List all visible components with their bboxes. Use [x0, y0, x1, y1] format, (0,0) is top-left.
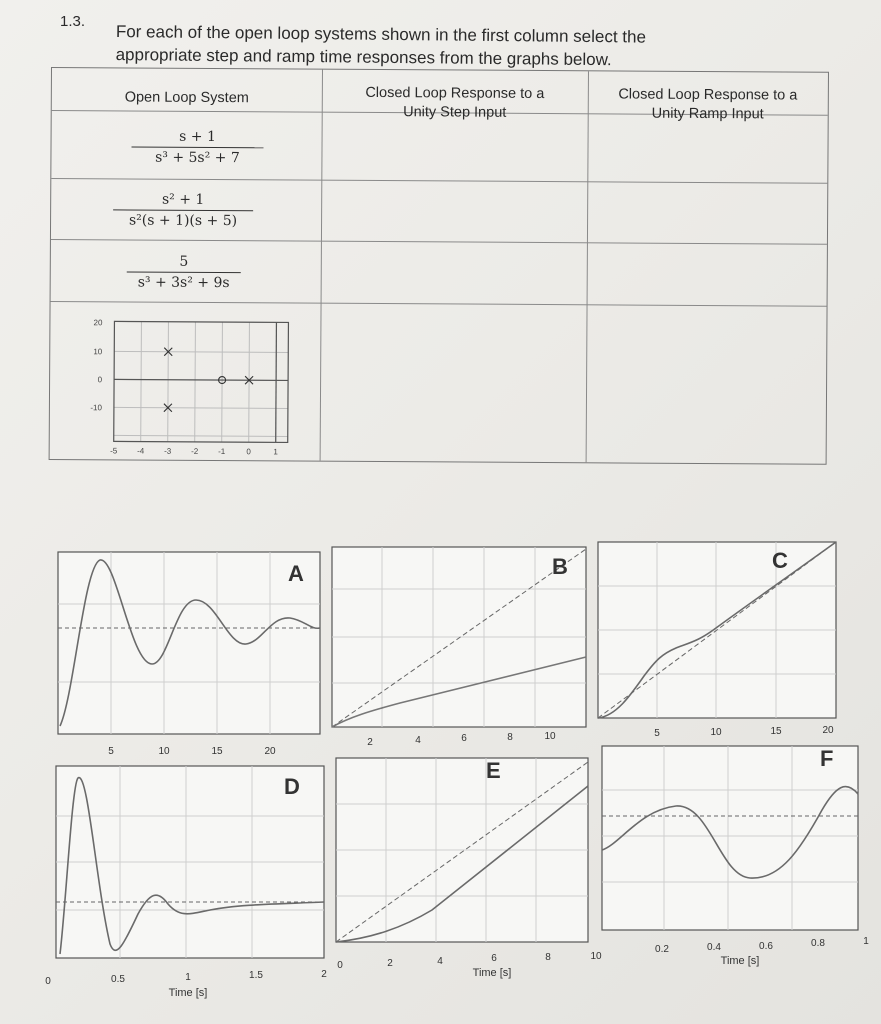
- question-line-2: appropriate step and ramp time responses from the graphs below.: [115, 44, 612, 70]
- graph-F: [600, 740, 874, 970]
- graph-label: B: [552, 554, 568, 579]
- pz-y-tick: -10: [90, 403, 102, 413]
- x-tick: 8: [545, 952, 551, 963]
- x-tick: 1.5: [249, 970, 263, 981]
- header-ramp-response: Closed Loop Response to a Unity Ramp Input: [618, 86, 798, 123]
- x-tick: 0.6: [759, 941, 773, 952]
- pz-x-tick: -2: [191, 446, 199, 456]
- x-tick: 20: [264, 746, 276, 757]
- x-tick: 0: [337, 960, 343, 971]
- graph-label: A: [288, 561, 304, 586]
- pz-x-tick: 0: [246, 447, 251, 457]
- x-tick: 5: [108, 746, 114, 757]
- graph-label: E: [486, 758, 501, 783]
- x-axis-label: Time [s]: [168, 987, 208, 999]
- x-tick: 6: [491, 953, 497, 964]
- x-tick: 4: [415, 735, 421, 746]
- x-tick: 0.8: [811, 938, 825, 949]
- x-tick: 6: [461, 733, 467, 744]
- header-open-loop-system: Open Loop System: [124, 89, 249, 107]
- x-tick: 15: [770, 726, 782, 737]
- graph-label: C: [772, 548, 788, 573]
- pz-y-tick: 0: [97, 375, 103, 385]
- graph-D: [40, 764, 330, 1004]
- pz-y-tick: 10: [93, 347, 103, 357]
- x-tick: 20: [822, 725, 834, 736]
- graph-E: [332, 752, 602, 982]
- question-number: 1.3.: [60, 13, 86, 30]
- x-tick: 2: [387, 958, 393, 969]
- table-divider: [51, 178, 827, 184]
- x-tick: 0: [45, 976, 51, 987]
- graph-B: [330, 541, 588, 747]
- question-line-1: For each of the open loop systems shown in the first column select the: [115, 21, 647, 47]
- graph-label: F: [820, 746, 834, 771]
- x-tick: 2: [321, 969, 327, 980]
- response-table: [49, 67, 829, 465]
- pz-x-tick: -5: [110, 446, 118, 456]
- x-axis-label: Time [s]: [472, 967, 512, 979]
- x-tick: 10: [544, 731, 556, 742]
- pz-x-tick: -4: [137, 446, 145, 456]
- transfer-function-3: 5 s³ + 3s² + 9s: [127, 253, 241, 291]
- x-tick: 1: [185, 972, 191, 983]
- graph-C: [596, 536, 840, 742]
- transfer-function-2: s² + 1 s²(s + 1)(s + 5): [113, 191, 253, 229]
- x-axis-label: Time [s]: [720, 955, 760, 967]
- table-divider: [320, 70, 323, 461]
- x-tick: 5: [654, 728, 660, 739]
- x-tick: 4: [437, 956, 443, 967]
- x-tick: 1: [863, 936, 869, 947]
- x-tick: 2: [367, 737, 373, 748]
- pz-x-tick: -1: [218, 447, 226, 457]
- graph-label: D: [284, 774, 300, 799]
- table-divider: [51, 301, 827, 307]
- pole-zero-map: [72, 311, 303, 457]
- table-divider: [51, 239, 827, 245]
- pz-x-tick: -3: [164, 446, 172, 456]
- table-divider: [586, 71, 589, 462]
- x-tick: 10: [710, 727, 722, 738]
- x-tick: 0.5: [111, 974, 125, 985]
- pz-y-tick: 20: [93, 318, 103, 328]
- x-tick: 8: [507, 732, 513, 743]
- x-tick: 15: [211, 746, 223, 757]
- transfer-function-1: s + 1 s³ + 5s² + 7: [131, 128, 263, 166]
- x-tick: 10: [590, 951, 602, 962]
- x-tick: 0.4: [707, 942, 721, 953]
- x-tick: 0.2: [655, 944, 669, 955]
- header-step-response: Closed Loop Response to a Unity Step Input: [365, 84, 545, 121]
- x-tick: 10: [158, 746, 170, 757]
- question-text: [116, 20, 776, 73]
- graph-A: [56, 546, 322, 760]
- pz-x-tick: 1: [273, 447, 278, 457]
